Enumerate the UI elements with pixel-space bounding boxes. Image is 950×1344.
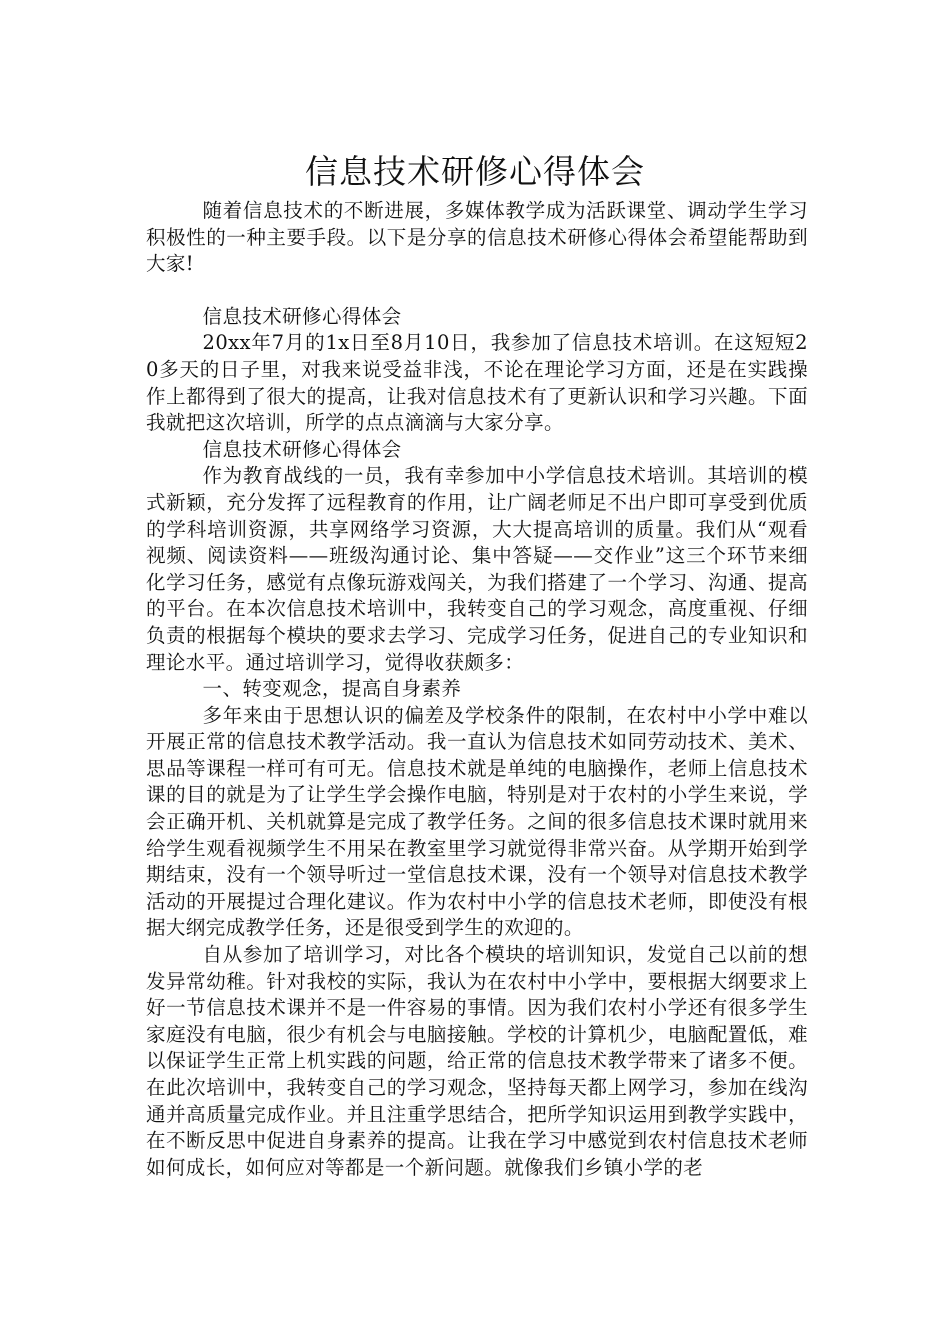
document-body — [146, 198, 808, 1181]
document-title: 信息技术研修心得体会 — [305, 152, 645, 192]
paragraph-spacer — [146, 278, 808, 304]
intro-paragraph: 随着信息技术的不断进展，多媒体教学成为活跃课堂、调动学生学习积极性的一种主要手段。以下是分享的信息技术研修心得体会希望能帮助到大家! — [146, 199, 808, 276]
body-paragraph: 20xx年7月的1x日至8月10日，我参加了信息技术培训。在这短短20多天的日子里，对我来说受益非浅，不论在理论学习方面，还是在实践操作上都得到了很大的提高，让我对信息技术有了更新认识和学习兴趣。下面我就把这次培训，所学的点点滴滴与大家分享。 — [146, 331, 808, 435]
section-heading: 信息技术研修心得体会 — [202, 304, 402, 328]
body-paragraph: 自从参加了培训学习，对比各个模块的培训知识，发觉自己以前的想发异常幼稚。针对我校的实际，我认为在农村中小学中，要根据大纲要求上好一节信息技术课并不是一件容易的事情。因为我们农村小学还有很多学生家庭没有电脑，很少有机会与电脑接触。学校的计算机少，电脑配置低，难以保证学生正常上机实践的问题，给正常的信息技术教学带来了诸多不便。在此次培训中，我转变自己的学习观念，坚持每天都上网学习，参加在线沟通并高质量完成作业。并且注重学思结合，把所学知识运用到教学实践中，在不断反思中促进自身素养的提高。让我在学习中感觉到农村信息技术老师如何成长，如何应对等都是一个新问题。就像我们乡镇小学的老 — [146, 943, 808, 1179]
section-heading: 信息技术研修心得体会 — [202, 437, 402, 461]
body-paragraph: 作为教育战线的一员，我有幸参加中小学信息技术培训。其培训的模式新颖，充分发挥了远程教育的作用，让广阔老师足不出户即可享受到优质的学科培训资源，共享网络学习资源，大大提高培训的质量。我们从“观看视频、阅读资料——班级沟通讨论、集中答疑——交作业”这三个环节来细化学习任务，感觉有点像玩游戏闯关，为我们搭建了一个学习、沟通、提高的平台。在本次信息技术培训中，我转变自己的学习观念，高度重视、仔细负责的根据每个模块的要求去学习、完成学习任务，促进自己的专业知识和理论水平。通过培训学习，觉得收获颇多： — [146, 464, 808, 674]
body-paragraph: 多年来由于思想认识的偏差及学校条件的限制，在农村中小学中难以开展正常的信息技术教学活动。我一直认为信息技术如同劳动技术、美术、思品等课程一样可有可无。信息技术就是单纯的电脑操作，老师上信息技术课的目的就是为了让学生学会操作电脑，特别是对于农村的小学生来说，学会正确开机、关机就算是完成了教学任务。之间的很多信息技术课时就用来给学生观看视频学生不用呆在教室里学习就觉得非常兴奋。从学期开始到学期结束，没有一个领导听过一堂信息技术课，没有一个领导对信息技术教学活动的开展提过合理化建议。作为农村中小学的信息技术老师，即使没有根据大纲完成教学任务，还是很受到学生的欢迎的。 — [146, 703, 808, 940]
subsection-heading: 一、转变观念，提高自身素养 — [202, 677, 462, 701]
